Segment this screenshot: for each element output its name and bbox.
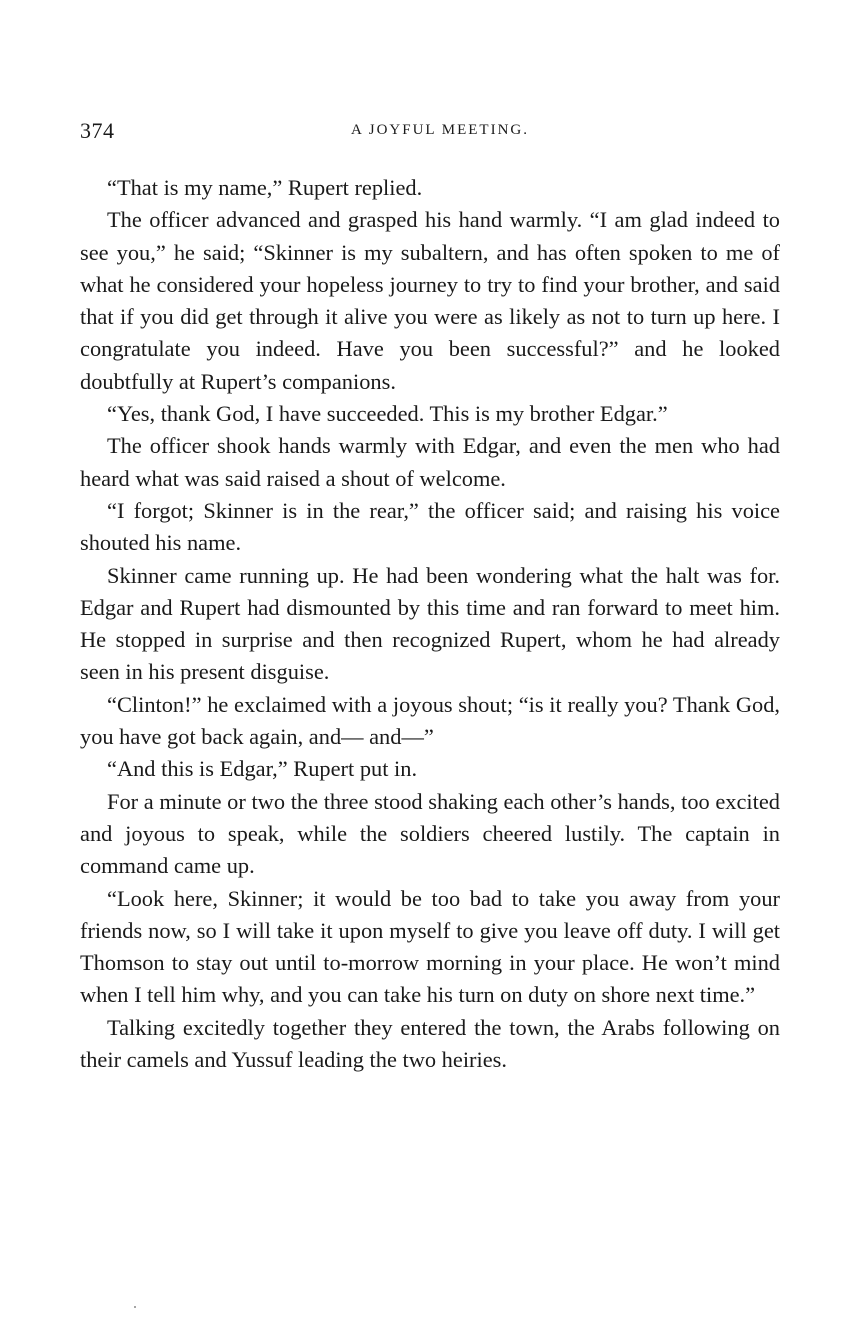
paragraph: “That is my name,” Rupert replied.	[107, 175, 423, 200]
paragraph: “And this is Edgar,” Rupert put in.	[107, 756, 418, 782]
paragraph: “I forgot; Skinner is in the rear,” the officer said; and raising his voice shouted his name.	[80, 497, 780, 556]
paragraph: The officer shook hands warmly with Edgar, and even the men who had heard what was said raised a shout of welcome.	[80, 433, 780, 491]
paragraph: Talking excitedly together they entered the town, the Arabs following on their camels and Yussuf leading the two heiries.	[80, 1014, 780, 1073]
paragraph: “Yes, thank God, I have succeeded. This is my brother Edgar.”	[107, 401, 668, 427]
paragraph: For a minute or two the three stood shaking each other’s hands, too excited and joyous to speak, while the soldiers cheered lustily. The captain in command came up.	[80, 788, 780, 879]
paragraph: Skinner came running up. He had been wondering what the halt was for. Edgar and Rupert had dismounted by this time and ran forward to meet him. He stopped in surprise and then recognized Rupert, whom he had already seen in his present disguise.	[80, 562, 780, 685]
book-page	[80, 118, 780, 1076]
paragraph: The officer advanced and grasped his hand warmly. “I am glad indeed to see you,” he said; “Skinner is my subaltern, and has often spoken to me of what he considered your hopeless journey to try to find your brother, and said that if you did get through it alive you were as likely as not to turn up here. I congratulate you indeed. Have you been successful?” and he looked doubtfully at Rupert’s companions.	[80, 207, 780, 394]
body-text	[80, 172, 780, 1076]
print-speck	[134, 1306, 136, 1308]
page-number: 374	[80, 118, 115, 143]
paragraph: “Look here, Skinner; it would be too bad to take you away from your friends now, so I will take it upon myself to give you leave off duty. I will get Thomson to stay out until to-morrow morning in your place. He won’t mind when I tell him why, and you can take his turn on duty on shore next time.”	[80, 885, 780, 1008]
paragraph: “Clinton!” he exclaimed with a joyous shout; “is it really you? Thank God, you have got back again, and— and—”	[80, 691, 780, 750]
page-header	[80, 118, 780, 152]
running-title: A JOYFUL MEETING.	[350, 122, 530, 138]
